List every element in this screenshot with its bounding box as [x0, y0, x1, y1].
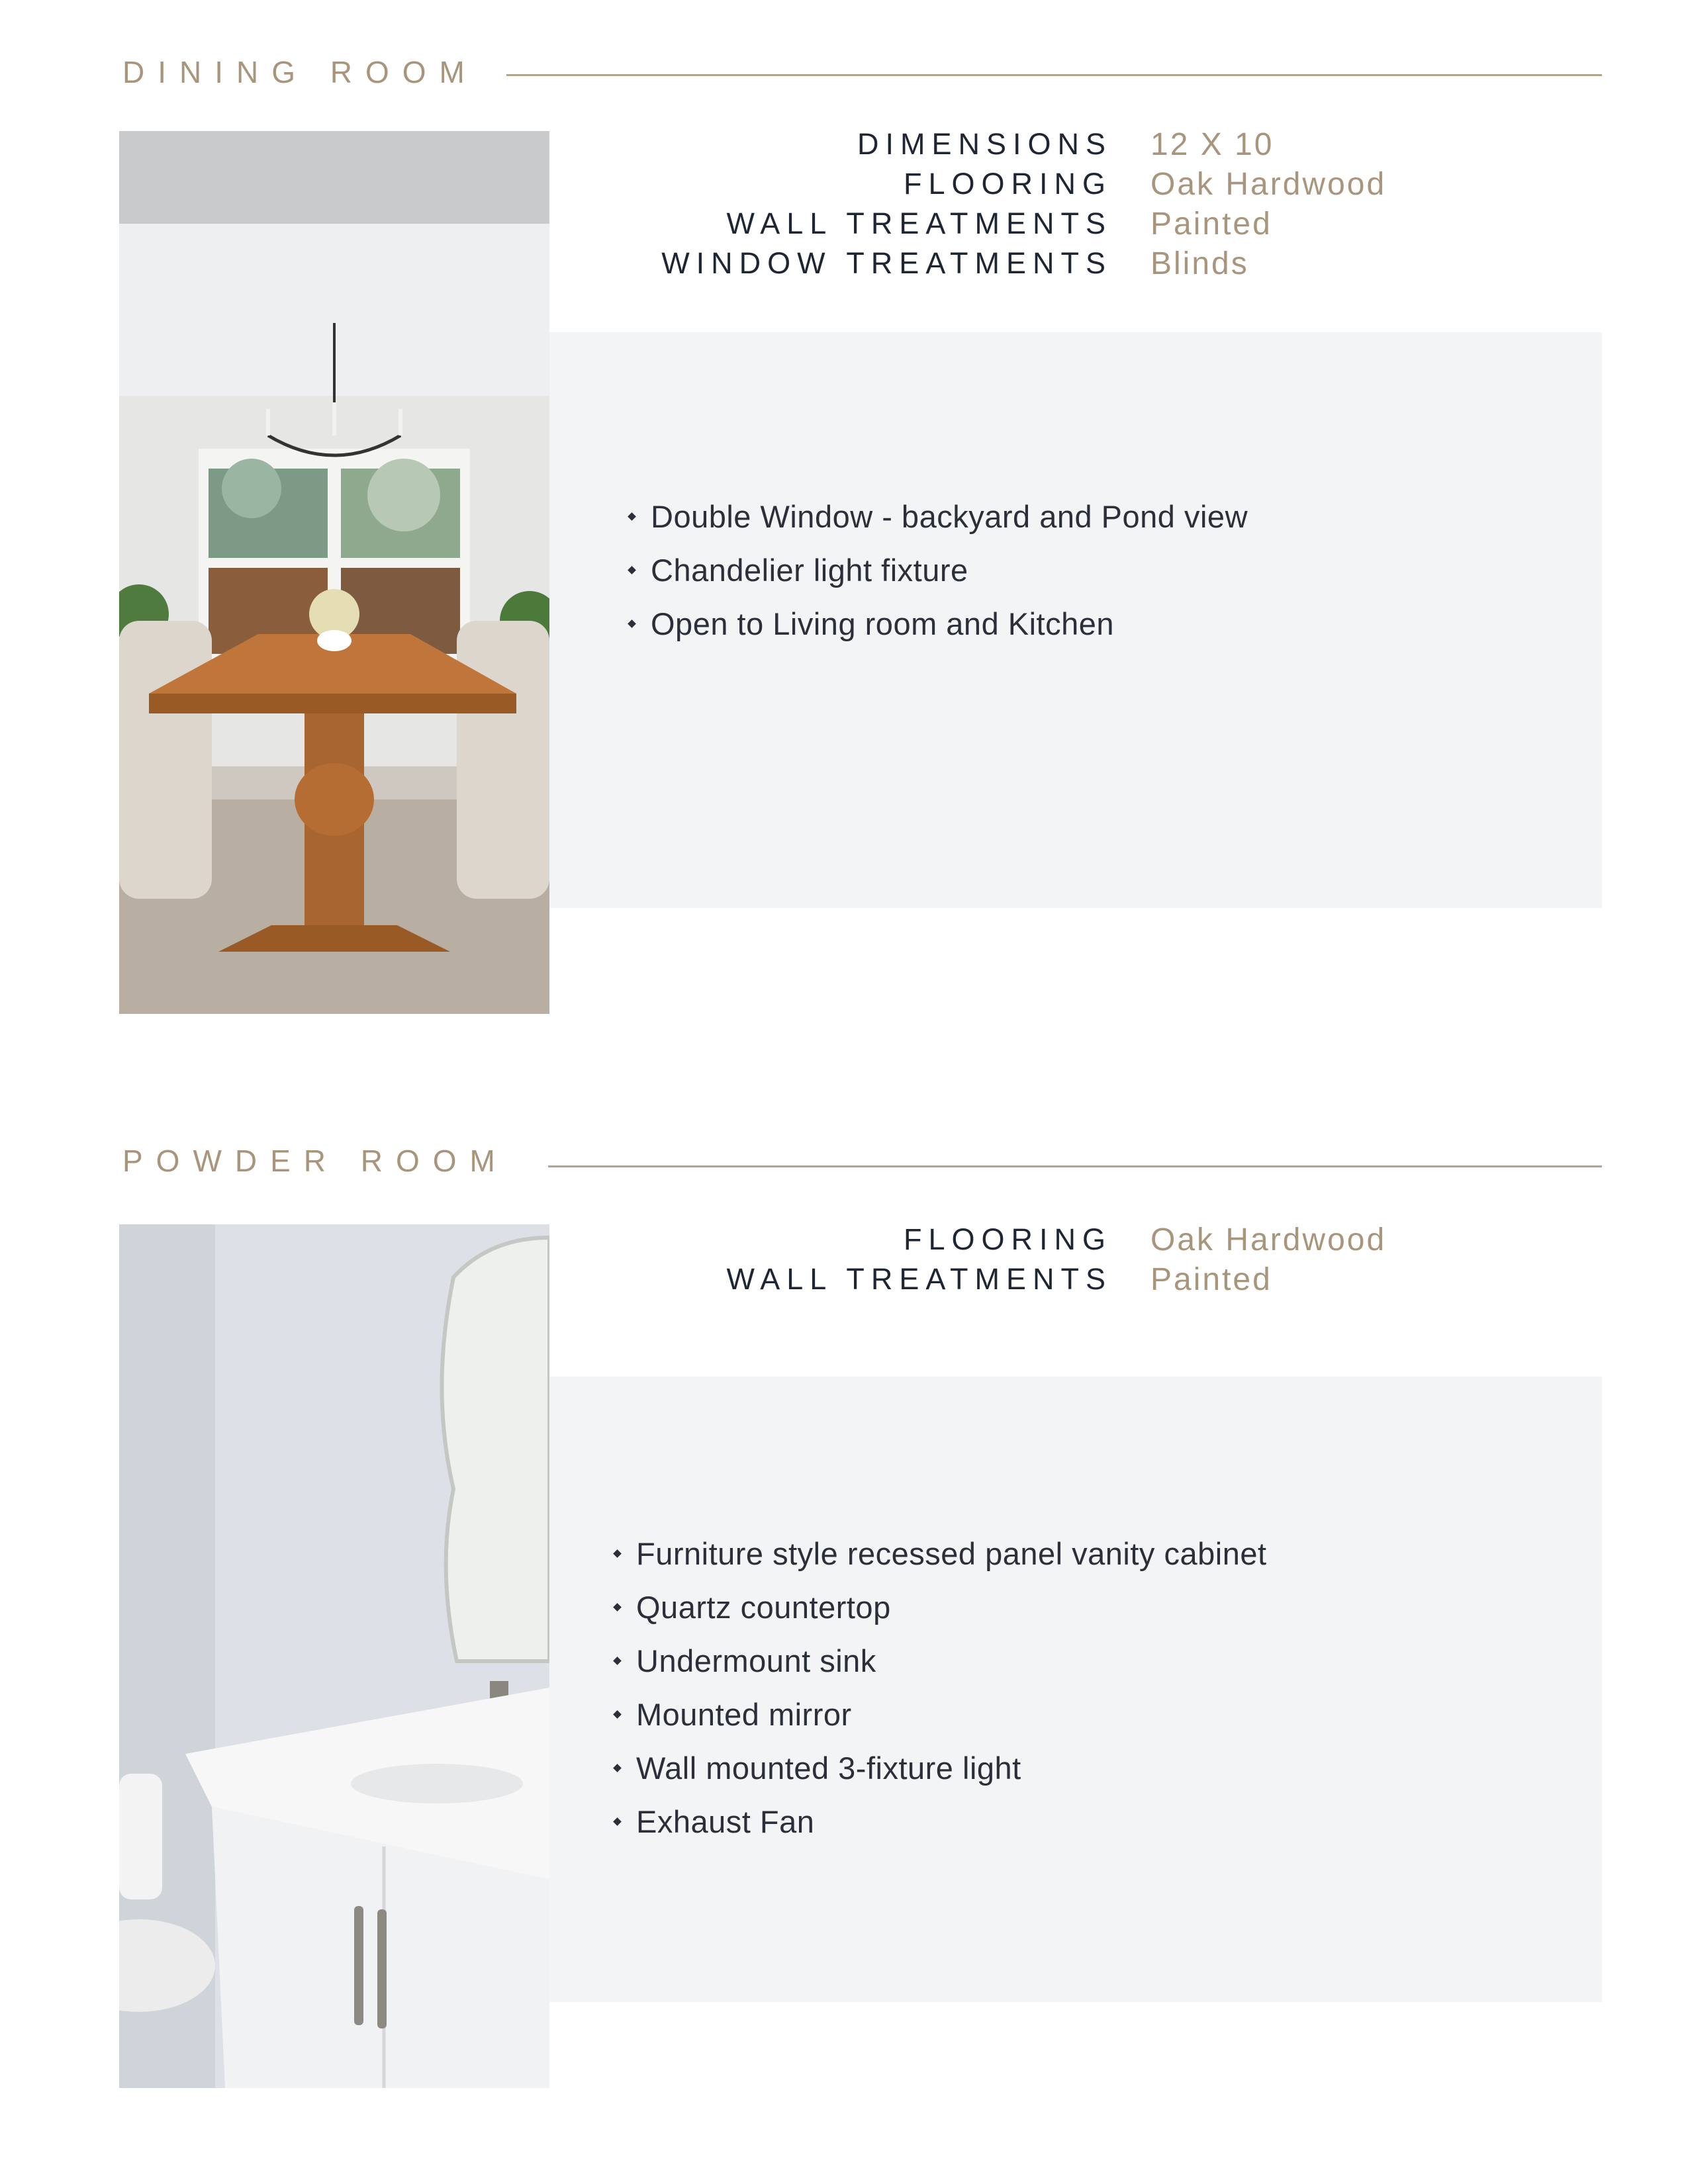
- bullet-icon: [628, 619, 636, 628]
- dining-features-list: [629, 490, 1248, 651]
- spec-label: WALL TREATMENTS: [726, 206, 1112, 240]
- spec-row-flooring: [549, 1220, 1386, 1259]
- powder-title-rule: [548, 1165, 1602, 1167]
- list-item: Open to Living room and Kitchen: [629, 597, 1248, 651]
- bullet-icon: [613, 1603, 622, 1612]
- bullet-icon: [613, 1657, 622, 1665]
- spec-row-wall-treatments: [549, 1259, 1386, 1299]
- spec-row-dimensions: [549, 124, 1386, 164]
- powder-room-photo: [119, 1224, 549, 2088]
- spec-label: FLOORING: [903, 167, 1112, 201]
- dining-room-photo: [119, 131, 549, 1014]
- powder-section-title: POWDER ROOM: [122, 1144, 508, 1178]
- list-item: Exhaust Fan: [614, 1795, 1267, 1848]
- list-item: Furniture style recessed panel vanity cabinet: [614, 1527, 1267, 1580]
- bullet-icon: [613, 1764, 622, 1772]
- powder-specs-table: [549, 1220, 1386, 1299]
- bullet-icon: [613, 1710, 622, 1719]
- powder-features-list: [614, 1527, 1267, 1848]
- spec-label: FLOORING: [903, 1222, 1112, 1256]
- spec-value: Oak Hardwood: [1150, 166, 1387, 202]
- spec-value: Painted: [1150, 206, 1272, 242]
- bullet-icon: [613, 1817, 622, 1826]
- spec-label: WALL TREATMENTS: [726, 1262, 1112, 1296]
- list-item: Double Window - backyard and Pond view: [629, 490, 1248, 543]
- spec-row-wall-treatments: [549, 204, 1386, 244]
- spec-label: WINDOW TREATMENTS: [661, 246, 1112, 280]
- spec-value: Painted: [1150, 1261, 1272, 1297]
- bullet-icon: [628, 512, 636, 521]
- dining-title-rule: [506, 74, 1602, 76]
- list-item: Undermount sink: [614, 1634, 1267, 1688]
- bullet-icon: [628, 566, 636, 574]
- list-item: Wall mounted 3-fixture light: [614, 1741, 1267, 1795]
- spec-row-flooring: [549, 164, 1386, 204]
- dining-specs-table: [549, 124, 1386, 283]
- bullet-icon: [613, 1549, 622, 1558]
- spec-value: 12 X 10: [1150, 126, 1274, 162]
- spec-value: Oak Hardwood: [1150, 1222, 1387, 1257]
- spec-value: Blinds: [1150, 246, 1249, 281]
- list-item: Chandelier light fixture: [629, 543, 1248, 597]
- list-item: Quartz countertop: [614, 1580, 1267, 1634]
- dining-section-title: DINING ROOM: [122, 55, 478, 89]
- spec-row-window-treatments: [549, 244, 1386, 283]
- list-item: Mounted mirror: [614, 1688, 1267, 1741]
- spec-label: DIMENSIONS: [857, 127, 1112, 161]
